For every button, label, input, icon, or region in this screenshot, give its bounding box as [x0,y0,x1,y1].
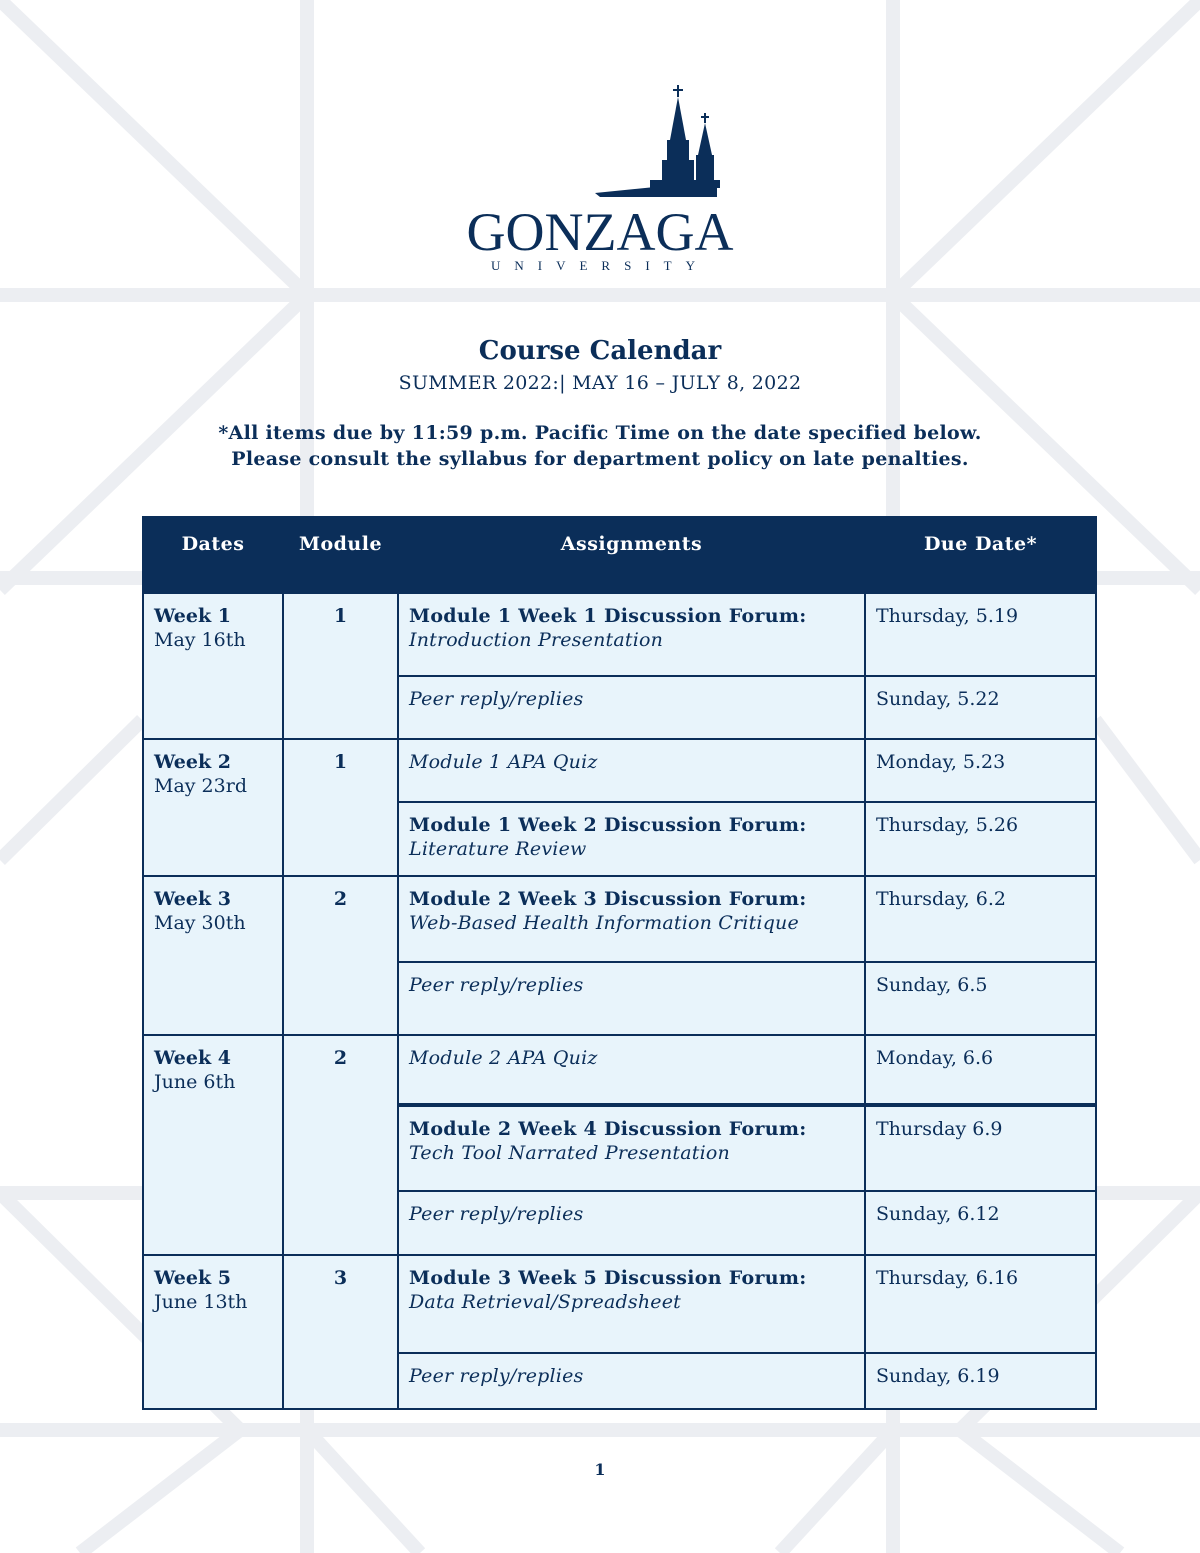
due-date: Sunday, 6.19 [876,1365,1000,1387]
logo-name: GONZAGA [466,202,734,262]
due-date-cell [865,1035,1096,1105]
assignment-title: Module 2 Week 3 Discussion Forum: [409,888,807,910]
assignment-title: Module 3 Week 5 Discussion Forum: [409,1267,807,1289]
due-date: Thursday, 6.16 [876,1267,1019,1289]
table-row [143,591,1096,676]
module-number: 1 [333,751,348,773]
assignment-subtitle: Module 1 APA Quiz [409,751,598,773]
course-calendar-table [142,516,1097,1410]
assignment-title: Module 1 Week 2 Discussion Forum: [409,814,807,836]
week-cell [143,1035,283,1255]
due-date-cell [865,876,1096,962]
term-subtitle: SUMMER 2022:| MAY 16 – JULY 8, 2022 [398,372,802,394]
due-date: Thursday 6.9 [876,1118,1003,1140]
assignment-cell [398,1105,865,1191]
assignment-subtitle: Web-Based Health Information Critique [409,912,799,934]
week-date: May 30th [154,912,246,934]
due-date-cell [865,739,1096,802]
column-header-due-date: Due Date* [865,517,1096,591]
column-header-dates: Dates [143,517,283,591]
due-date-cell [865,962,1096,1035]
page-number: 1 [594,1460,606,1479]
week-label: Week 3 [154,888,231,910]
due-note-line-2: Please consult the syllabus for department policy on late penalties. [231,448,969,470]
table-row [143,1035,1096,1105]
due-date-cell [865,676,1096,739]
gonzaga-logo [455,85,745,275]
due-date-cell [865,1105,1096,1191]
module-cell [283,876,398,1035]
assignment-subtitle: Data Retrieval/Spreadsheet [409,1291,681,1313]
assignment-subtitle: Peer reply/replies [409,688,584,710]
due-date: Monday, 5.23 [876,751,1006,773]
assignment-subtitle: Literature Review [409,838,587,860]
module-number: 2 [333,1047,348,1069]
assignment-cell [398,1035,865,1105]
assignment-cell [398,1191,865,1255]
column-header-assignments: Assignments [398,517,865,591]
due-date: Thursday, 5.19 [876,604,1019,627]
week-date: June 13th [154,1291,248,1313]
assignment-cell [398,876,865,962]
module-cell [283,1035,398,1255]
church-spires-icon [595,85,720,197]
week-label: Week 4 [154,1047,231,1069]
assignment-subtitle: Peer reply/replies [409,974,584,996]
assignment-title: Module 1 Week 1 Discussion Forum: [409,604,807,627]
assignment-cell [398,739,865,802]
assignment-cell [398,676,865,739]
assignment-cell [398,802,865,876]
due-date: Sunday, 6.12 [876,1203,1000,1225]
due-date-cell [865,1191,1096,1255]
due-date: Monday, 6.6 [876,1047,994,1069]
due-date: Sunday, 6.5 [876,974,988,996]
module-number: 2 [333,888,348,910]
week-label: Week 1 [154,604,231,627]
table-row [143,1255,1096,1353]
assignment-cell [398,1353,865,1409]
week-date: May 16th [154,628,246,651]
due-date-cell [865,802,1096,876]
module-cell [283,1255,398,1409]
week-date: June 6th [154,1071,236,1093]
assignment-cell [398,591,865,676]
assignment-subtitle: Peer reply/replies [409,1203,584,1225]
week-cell [143,739,283,876]
logo-subname: UNIVERSITY [491,258,709,273]
week-date: May 23rd [154,775,247,797]
module-number: 1 [333,604,348,627]
table-row [143,739,1096,802]
assignment-cell [398,1255,865,1353]
due-date-cell [865,591,1096,676]
week-label: Week 5 [154,1267,231,1289]
module-cell [283,739,398,876]
due-note [0,420,1200,472]
assignment-cell [398,962,865,1035]
week-cell [143,1255,283,1409]
module-number: 3 [333,1267,348,1289]
module-cell [283,591,398,739]
page-title: Course Calendar [478,336,722,366]
table-row [143,876,1096,962]
week-cell [143,876,283,1035]
week-label: Week 2 [154,751,231,773]
assignment-subtitle: Introduction Presentation [409,628,664,651]
week-cell [143,591,283,739]
due-date-cell [865,1255,1096,1353]
assignment-subtitle: Tech Tool Narrated Presentation [409,1142,730,1164]
assignment-subtitle: Module 2 APA Quiz [409,1047,598,1069]
due-date: Sunday, 5.22 [876,688,1000,710]
table-header-row [143,517,1096,591]
due-date: Thursday, 6.2 [876,888,1006,910]
due-note-line-1: *All items due by 11:59 p.m. Pacific Time on the date specified below. [218,422,982,444]
column-header-module: Module [283,517,398,591]
due-date: Thursday, 5.26 [876,814,1019,836]
due-date-cell [865,1353,1096,1409]
assignment-title: Module 2 Week 4 Discussion Forum: [409,1118,807,1140]
assignment-subtitle: Peer reply/replies [409,1365,584,1387]
